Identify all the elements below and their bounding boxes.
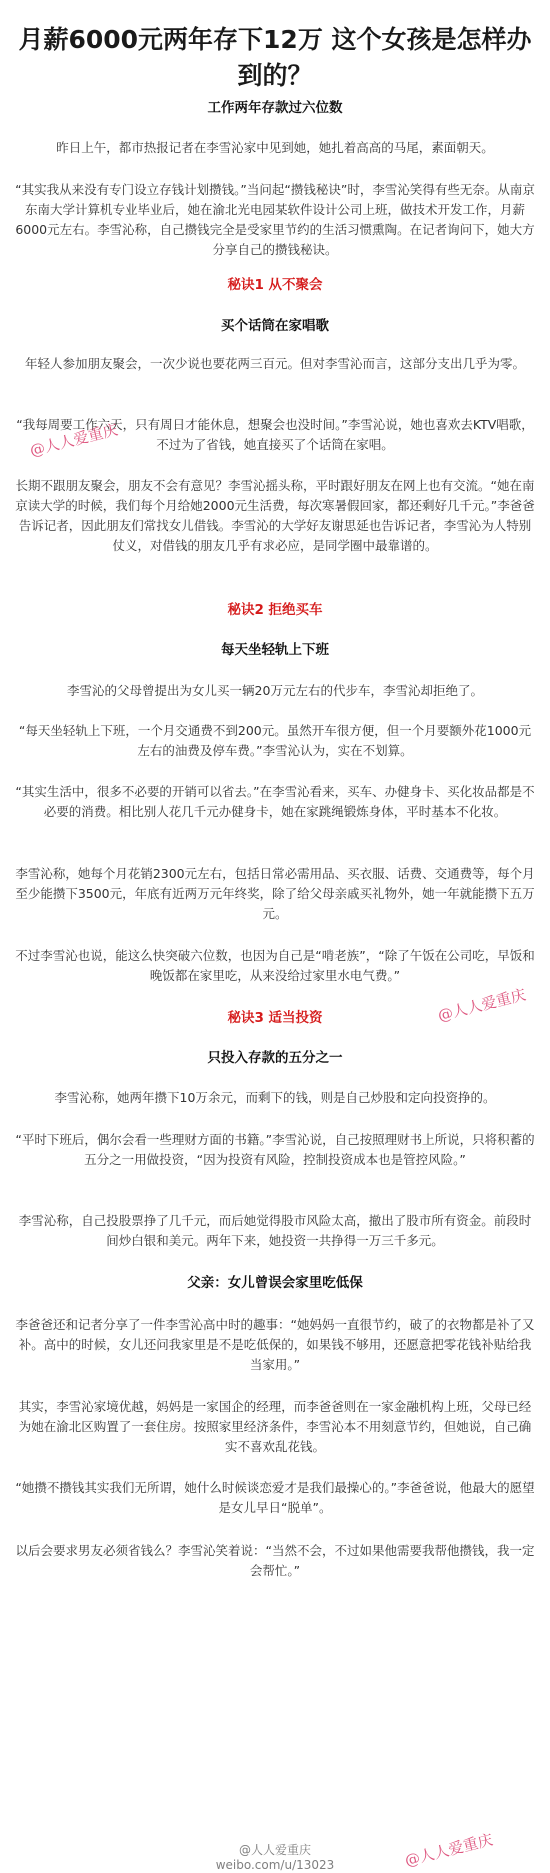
- paragraph: 李雪沁称，自己投股票挣了几千元，而后她觉得股市风险太高，撤出了股市所有资金。前段时间炒白银和美元。两年下来，她投资一共挣得一万三千多元。: [18, 1213, 532, 1248]
- weibo-account: @人人爱重庆: [238, 1843, 311, 1857]
- paragraph: 年轻人参加朋友聚会，一次少说也要花两三百元。但对李雪沁而言，这部分支出几乎为零。: [24, 356, 525, 371]
- watermark: @人人爱重庆: [402, 1830, 495, 1870]
- paragraph: 长期不跟朋友聚会，朋友不会有意见？李雪沁摇头称，平时跟好朋友在网上也有交流。“她在南京读大学的时候，我们每个月给她2000元生活费，每次寒暑假回家，都还剩好几千元。”李爸爸告诉记者，因此朋友们常找女儿借钱。李雪沁的大学好友谢思延也告诉记者，李雪沁为人特别仗义，对借钱的朋友几乎有求必应，是同学圈中最靠谱的。: [15, 478, 535, 553]
- watermark: @人人爱重庆: [435, 985, 528, 1025]
- section-heading-karaoke: 买个话筒在家唱歌: [221, 318, 329, 334]
- paragraph: “她攒不攒钱其实我们无所谓，她什么时候谈恋爱才是我们最操心的。”李爸爸说，他最大的愿望是女儿早日“脱单”。: [15, 1480, 535, 1515]
- paragraph: 李雪沁称，她每个月花销2300元左右，包括日常必需用品、买衣服、话费、交通费等，每个月至少能攒下3500元，年底有近两万元年终奖，除了给父母亲戚买礼物外，她一年就能攒下五万元。: [15, 866, 535, 921]
- paragraph: 昨日上午，都市热报记者在李雪沁家中见到她，她扎着高高的马尾，素面朝天。: [56, 140, 494, 155]
- paragraph: 其实，李雪沁家境优越，妈妈是一家国企的经理，而李爸爸则在一家金融机构上班，父母已经为她在渝北区购置了一套住房。按照家里经济条件，李雪沁本不用刻意节约，但她说，自己确实不喜欢乱花钱。: [18, 1399, 532, 1454]
- paragraph: 以后会要求男友必须省钱么？李雪沁笑着说：“当然不会，不过如果他需要我帮他攒钱，我一定会帮忙。”: [15, 1543, 535, 1578]
- paragraph: “其实我从来没有专门设立存钱计划攒钱。”当问起“攒钱秘诀”时，李雪沁笑得有些无奈。从南京东南大学计算机专业毕业后，她在渝北光电园某软件设计公司上班，做技术开发工作，月薪6000元左右。李雪沁称，自己攒钱完全是受家里节约的生活习惯熏陶。在记者询问下，她大方分享自己的攒钱秘诀。: [15, 182, 535, 257]
- paragraph: 李雪沁的父母曾提出为女儿买一辆20万元左右的代步车，李雪沁却拒绝了。: [67, 683, 483, 698]
- paragraph: 不过李雪沁也说，能这么快突破六位数，也因为自己是“啃老族”，“除了午饭在公司吃，早饭和晚饭都在家里吃，从来没给过家里水电气费。”: [15, 948, 535, 983]
- secret-heading-2: 秘诀2 拒绝买车: [227, 602, 323, 618]
- paragraph: “其实生活中，很多不必要的开销可以省去。”在李雪沁看来，买车、办健身卡、买化妆品都是不必要的消费。相比别人花几千元办健身卡，她在家跳绳锻炼身体，平时基本不化妆。: [15, 784, 535, 819]
- secret-heading-3: 秘诀3 适当投资: [227, 1010, 323, 1026]
- watermark: @人人爱重庆: [27, 420, 120, 460]
- paragraph: “平时下班后，偶尔会看一些理财方面的书籍。”李雪沁说，自己按照理财书上所说，只将积蓄的五分之一用做投资，“因为投资有风险，控制投资成本也是管控风险。”: [15, 1132, 535, 1167]
- paragraph: “我每周要工作六天，只有周日才能休息，想聚会也没时间。”李雪沁说，她也喜欢去KTV唱歌，不过为了省钱，她直接买了个话筒在家唱。: [16, 417, 534, 452]
- section-heading-commute: 每天坐轻轨上下班: [221, 642, 329, 658]
- weibo-url: weibo.com/u/13023: [215, 1858, 335, 1872]
- article-title: 月薪6000元两年存下12万 这个女孩是怎样办到的？: [18, 25, 532, 90]
- weibo-watermark: [165, 1843, 385, 1873]
- paragraph: “每天坐轻轨上下班，一个月交通费不到200元。虽然开车很方便，但一个月要额外花1000元左右的油费及停车费。”李雪沁认为，实在不划算。: [18, 723, 532, 758]
- secret-heading-1: 秘诀1 从不聚会: [227, 277, 323, 293]
- paragraph: 李雪沁称，她两年攒下10万余元，而剩下的钱，则是自己炒股和定向投资挣的。: [54, 1090, 496, 1105]
- section-heading-invest: 只投入存款的五分之一: [207, 1050, 343, 1066]
- paragraph: 李爸爸还和记者分享了一件李雪沁高中时的趣事：“她妈妈一直很节约，破了的衣物都是补了又补。高中的时候，女儿还问我家里是不是吃低保的，如果钱不够用，还愿意把零花钱补贴给我当家用。”: [15, 1317, 535, 1372]
- section-heading-savings: 工作两年存款过六位数: [207, 100, 343, 116]
- section-heading-father: 父亲：女儿曾误会家里吃低保: [187, 1275, 363, 1291]
